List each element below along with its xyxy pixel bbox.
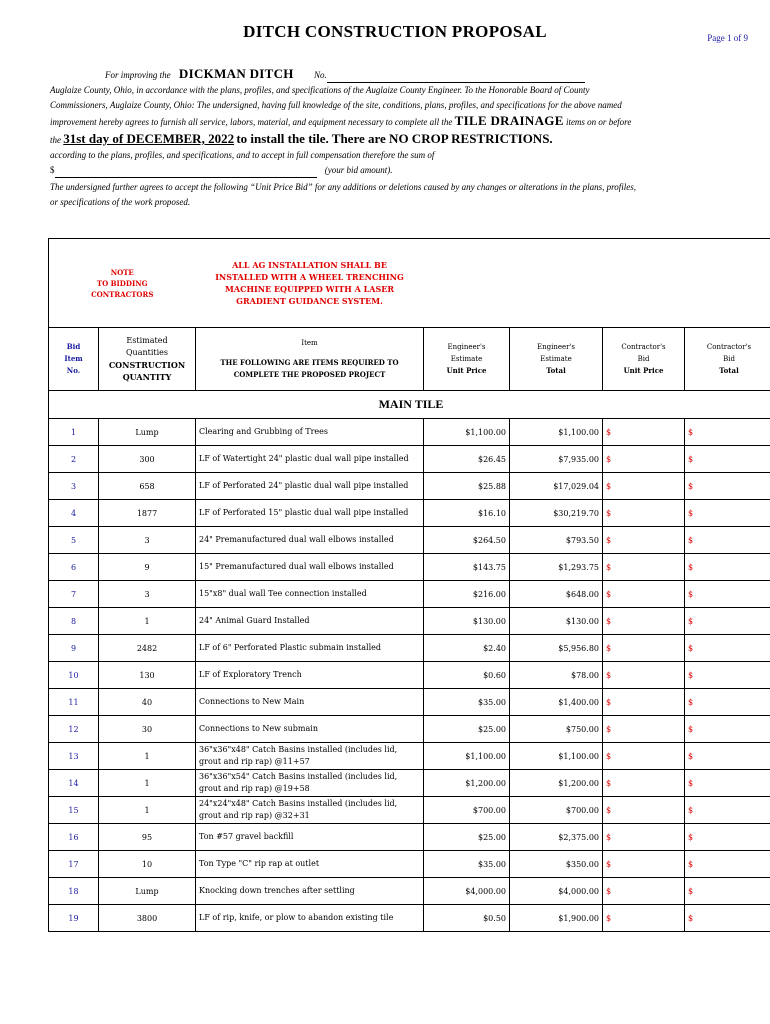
engineer-total: $700.00 (510, 797, 603, 824)
engineer-total: $1,100.00 (510, 419, 603, 446)
contractor-unit-price-field[interactable]: $ (603, 446, 685, 473)
intro-line-4a: improvement hereby agrees to furnish all service, labors, material, and equipment necessary to complete all the (50, 117, 453, 127)
engineer-unit-price: $700.00 (424, 797, 510, 824)
engineer-total: $1,900.00 (510, 905, 603, 932)
column-header-row (49, 328, 770, 391)
contractor-unit-price-field[interactable]: $ (603, 635, 685, 662)
table-row (49, 878, 770, 905)
col-engineer-total: Engineer's Estimate Total (510, 328, 603, 391)
engineer-total: $793.50 (510, 527, 603, 554)
number-field[interactable] (327, 72, 585, 83)
bid-item-number: 10 (49, 662, 99, 689)
bid-amount-field[interactable] (55, 167, 317, 178)
engineer-unit-price: $1,100.00 (424, 419, 510, 446)
contractor-total-field[interactable]: $ (685, 419, 770, 446)
quantity-cell: 2482 (99, 635, 196, 662)
installation-note: ALL AG INSTALLATION SHALL BE INSTALLED WITH A WHEEL TRENCHING MACHINE EQUIPPED WITH A LASER GRADIENT GUIDANCE SYSTEM. (215, 260, 404, 306)
engineer-total: $4,000.00 (510, 878, 603, 905)
bid-item-number: 9 (49, 635, 99, 662)
engineer-total: $648.00 (510, 581, 603, 608)
contractor-unit-price-field[interactable]: $ (603, 662, 685, 689)
page-title: DITCH CONSTRUCTION PROPOSAL (243, 22, 547, 41)
bid-item-number: 7 (49, 581, 99, 608)
engineer-unit-price: $130.00 (424, 608, 510, 635)
bid-item-number: 3 (49, 473, 99, 500)
contractor-unit-price-field[interactable]: $ (603, 905, 685, 932)
engineer-unit-price: $264.50 (424, 527, 510, 554)
bid-item-number: 11 (49, 689, 99, 716)
deadline-date: 31st day of DECEMBER, 2022 (63, 131, 235, 146)
bid-item-number: 15 (49, 797, 99, 824)
intro-line-2: Auglaize County, Ohio, in accordance with the plans, profiles, and specifications of the Auglaize County Engineer. To the Honorable Board of County (50, 85, 590, 95)
contractor-unit-price-field[interactable]: $ (603, 419, 685, 446)
item-description: Connections to New submain (196, 716, 424, 743)
contractor-total-field[interactable]: $ (685, 905, 770, 932)
bid-item-number: 1 (49, 419, 99, 446)
engineer-unit-price: $1,100.00 (424, 743, 510, 770)
contractor-total-field[interactable]: $ (685, 635, 770, 662)
ditch-name: DICKMAN DITCH (178, 66, 294, 81)
notes-row (49, 239, 770, 328)
quantity-cell: 95 (99, 824, 196, 851)
contractor-total-field[interactable]: $ (685, 608, 770, 635)
engineer-total: $130.00 (510, 608, 603, 635)
item-description: 24"x24"x48" Catch Basins installed (includes lid, grout and rip rap) @32+31 (196, 797, 424, 824)
bid-item-number: 17 (49, 851, 99, 878)
engineer-unit-price: $26.45 (424, 446, 510, 473)
bid-item-number: 4 (49, 500, 99, 527)
table-row (49, 743, 770, 770)
quantity-cell: 3 (99, 527, 196, 554)
quantity-cell: 10 (99, 851, 196, 878)
col-engineer-unit-price: Engineer's Estimate Unit Price (424, 328, 510, 391)
contractor-total-field[interactable]: $ (685, 554, 770, 581)
quantity-cell: 300 (99, 446, 196, 473)
quantity-cell: 1877 (99, 500, 196, 527)
quantity-cell: 3800 (99, 905, 196, 932)
engineer-total: $750.00 (510, 716, 603, 743)
engineer-unit-price: $0.60 (424, 662, 510, 689)
engineer-total: $350.00 (510, 851, 603, 878)
engineer-unit-price: $4,000.00 (424, 878, 510, 905)
engineer-unit-price: $16.10 (424, 500, 510, 527)
page-number: Page 1 of 9 (707, 33, 748, 43)
quantity-cell: 1 (99, 770, 196, 797)
item-description: 15"x8" dual wall Tee connection installed (196, 581, 424, 608)
engineer-unit-price: $143.75 (424, 554, 510, 581)
engineer-unit-price: $25.88 (424, 473, 510, 500)
engineer-unit-price: $1,200.00 (424, 770, 510, 797)
item-description: LF of 6" Perforated Plastic submain installed (196, 635, 424, 662)
item-description: Knocking down trenches after settling (196, 878, 424, 905)
quantity-cell: 130 (99, 662, 196, 689)
table-row (49, 635, 770, 662)
intro-text (50, 66, 742, 210)
section-header-row (49, 391, 770, 419)
item-description: 15" Premanufactured dual wall elbows installed (196, 554, 424, 581)
contractor-unit-price-field[interactable]: $ (603, 743, 685, 770)
engineer-unit-price: $25.00 (424, 716, 510, 743)
col-bid-item-no: Bid Item No. (49, 328, 99, 391)
engineer-total: $2,375.00 (510, 824, 603, 851)
table-row (49, 689, 770, 716)
intro-line-6: according to the plans, profiles, and specifications, and to accept in full compensation therefore the sum of (50, 150, 435, 160)
bid-item-number: 8 (49, 608, 99, 635)
contractor-total-field[interactable]: $ (685, 662, 770, 689)
engineer-total: $30,219.70 (510, 500, 603, 527)
quantity-cell: 3 (99, 581, 196, 608)
contractor-total-field[interactable]: $ (685, 473, 770, 500)
contractor-unit-price-field[interactable]: $ (603, 554, 685, 581)
item-description: Clearing and Grubbing of Trees (196, 419, 424, 446)
table-row (49, 905, 770, 932)
table-row (49, 581, 770, 608)
contractor-total-field[interactable]: $ (685, 770, 770, 797)
bid-item-number: 18 (49, 878, 99, 905)
contractor-total-field[interactable]: $ (685, 797, 770, 824)
contractor-total-field[interactable]: $ (685, 500, 770, 527)
engineer-total: $1,100.00 (510, 743, 603, 770)
item-description: 24" Premanufactured dual wall elbows installed (196, 527, 424, 554)
engineer-unit-price: $25.00 (424, 824, 510, 851)
bid-item-number: 2 (49, 446, 99, 473)
bid-item-number: 16 (49, 824, 99, 851)
col-quantities: Estimated Quantities CONSTRUCTION QUANTITY (99, 328, 196, 391)
deadline-rest: to install the tile. There are NO CROP RESTRICTIONS. (236, 131, 553, 146)
intro-line-4b: items on or before (565, 117, 632, 127)
contractor-unit-price-field[interactable]: $ (603, 473, 685, 500)
item-description: 36"x36"x54" Catch Basins installed (includes lid, grout and rip rap) @19+58 (196, 770, 424, 797)
bid-dollar-sign: $ (50, 165, 55, 175)
contractor-unit-price-field[interactable]: $ (603, 581, 685, 608)
section-title: MAIN TILE (49, 391, 770, 419)
bid-items (49, 419, 770, 932)
engineer-total: $1,200.00 (510, 770, 603, 797)
tile-drainage-text: TILE DRAINAGE (454, 113, 564, 128)
table-row (49, 851, 770, 878)
item-description: LF of Watertight 24" plastic dual wall pipe installed (196, 446, 424, 473)
intro-line-8: The undersigned further agrees to accept the following “Unit Price Bid” for any additions or deletions caused by any changes or alterations in the plans, profiles, (50, 182, 637, 192)
engineer-total: $7,935.00 (510, 446, 603, 473)
bid-item-number: 12 (49, 716, 99, 743)
item-description: Ton Type "C" rip rap at outlet (196, 851, 424, 878)
contractor-total-field[interactable]: $ (685, 716, 770, 743)
bid-amount-label: (your bid amount). (324, 165, 393, 175)
the-text: the (50, 135, 61, 145)
contractor-unit-price-field[interactable]: $ (603, 689, 685, 716)
contractor-total-field[interactable]: $ (685, 446, 770, 473)
table-row (49, 608, 770, 635)
number-label: No. (313, 70, 327, 80)
intro-line-9: or specifications of the work proposed. (50, 197, 191, 207)
contractor-unit-price-field[interactable]: $ (603, 500, 685, 527)
engineer-unit-price: $2.40 (424, 635, 510, 662)
contractor-total-field[interactable]: $ (685, 851, 770, 878)
engineer-unit-price: $35.00 (424, 689, 510, 716)
contractor-total-field[interactable]: $ (685, 581, 770, 608)
engineer-unit-price: $0.50 (424, 905, 510, 932)
table-row (49, 473, 770, 500)
contractor-unit-price-field[interactable]: $ (603, 824, 685, 851)
intro-line-3: Commissioners, Auglaize County, Ohio: The undersigned, having full knowledge of the site, conditions, plans, profiles, and specifications for the above named (50, 100, 622, 110)
table-row (49, 797, 770, 824)
table-row (49, 527, 770, 554)
col-contractor-unit-price: Contractor's Bid Unit Price (603, 328, 685, 391)
contractor-total-field[interactable]: $ (685, 824, 770, 851)
quantity-cell: Lump (99, 878, 196, 905)
table-row (49, 500, 770, 527)
contractor-unit-price-field[interactable]: $ (603, 608, 685, 635)
engineer-total: $1,400.00 (510, 689, 603, 716)
contractor-total-field[interactable]: $ (685, 878, 770, 905)
note-to-bidders: NOTE TO BIDDING CONTRACTORS (91, 267, 154, 299)
quantity-cell: 1 (99, 608, 196, 635)
engineer-unit-price: $216.00 (424, 581, 510, 608)
contractor-total-field[interactable]: $ (685, 689, 770, 716)
quantity-cell: 40 (99, 689, 196, 716)
quantity-cell: 1 (99, 797, 196, 824)
engineer-total: $5,956.80 (510, 635, 603, 662)
for-improving-text: For improving the (105, 70, 171, 80)
table-row (49, 716, 770, 743)
table-row (49, 824, 770, 851)
item-description: 24" Animal Guard Installed (196, 608, 424, 635)
contractor-unit-price-field[interactable]: $ (603, 770, 685, 797)
table-row (49, 446, 770, 473)
contractor-unit-price-field[interactable]: $ (603, 527, 685, 554)
item-description: 36"x36"x48" Catch Basins installed (includes lid, grout and rip rap) @11+57 (196, 743, 424, 770)
contractor-unit-price-field[interactable]: $ (603, 851, 685, 878)
contractor-total-field[interactable]: $ (685, 743, 770, 770)
engineer-total: $17,029.04 (510, 473, 603, 500)
table-row (49, 662, 770, 689)
table-row (49, 770, 770, 797)
quantity-cell: 658 (99, 473, 196, 500)
bid-table (48, 238, 770, 932)
engineer-total: $78.00 (510, 662, 603, 689)
contractor-unit-price-field[interactable]: $ (603, 716, 685, 743)
quantity-cell: 30 (99, 716, 196, 743)
item-description: LF of rip, knife, or plow to abandon existing tile (196, 905, 424, 932)
quantity-cell: 9 (99, 554, 196, 581)
bid-item-number: 5 (49, 527, 99, 554)
col-item: Item THE FOLLOWING ARE ITEMS REQUIRED TO COMPLETE THE PROPOSED PROJECT (196, 328, 424, 391)
table-row (49, 419, 770, 446)
col-contractor-total: Contractor's Bid Total (685, 328, 770, 391)
bid-item-number: 14 (49, 770, 99, 797)
table-row (49, 554, 770, 581)
contractor-total-field[interactable]: $ (685, 527, 770, 554)
engineer-total: $1,293.75 (510, 554, 603, 581)
item-description: LF of Perforated 15" plastic dual wall pipe installed (196, 500, 424, 527)
item-description: LF of Exploratory Trench (196, 662, 424, 689)
bid-item-number: 13 (49, 743, 99, 770)
item-description: Ton #57 gravel backfill (196, 824, 424, 851)
bid-item-number: 19 (49, 905, 99, 932)
quantity-cell: 1 (99, 743, 196, 770)
bid-item-number: 6 (49, 554, 99, 581)
contractor-unit-price-field[interactable]: $ (603, 797, 685, 824)
engineer-unit-price: $35.00 (424, 851, 510, 878)
item-description: LF of Perforated 24" plastic dual wall pipe installed (196, 473, 424, 500)
quantity-cell: Lump (99, 419, 196, 446)
contractor-unit-price-field[interactable]: $ (603, 878, 685, 905)
item-description: Connections to New Main (196, 689, 424, 716)
